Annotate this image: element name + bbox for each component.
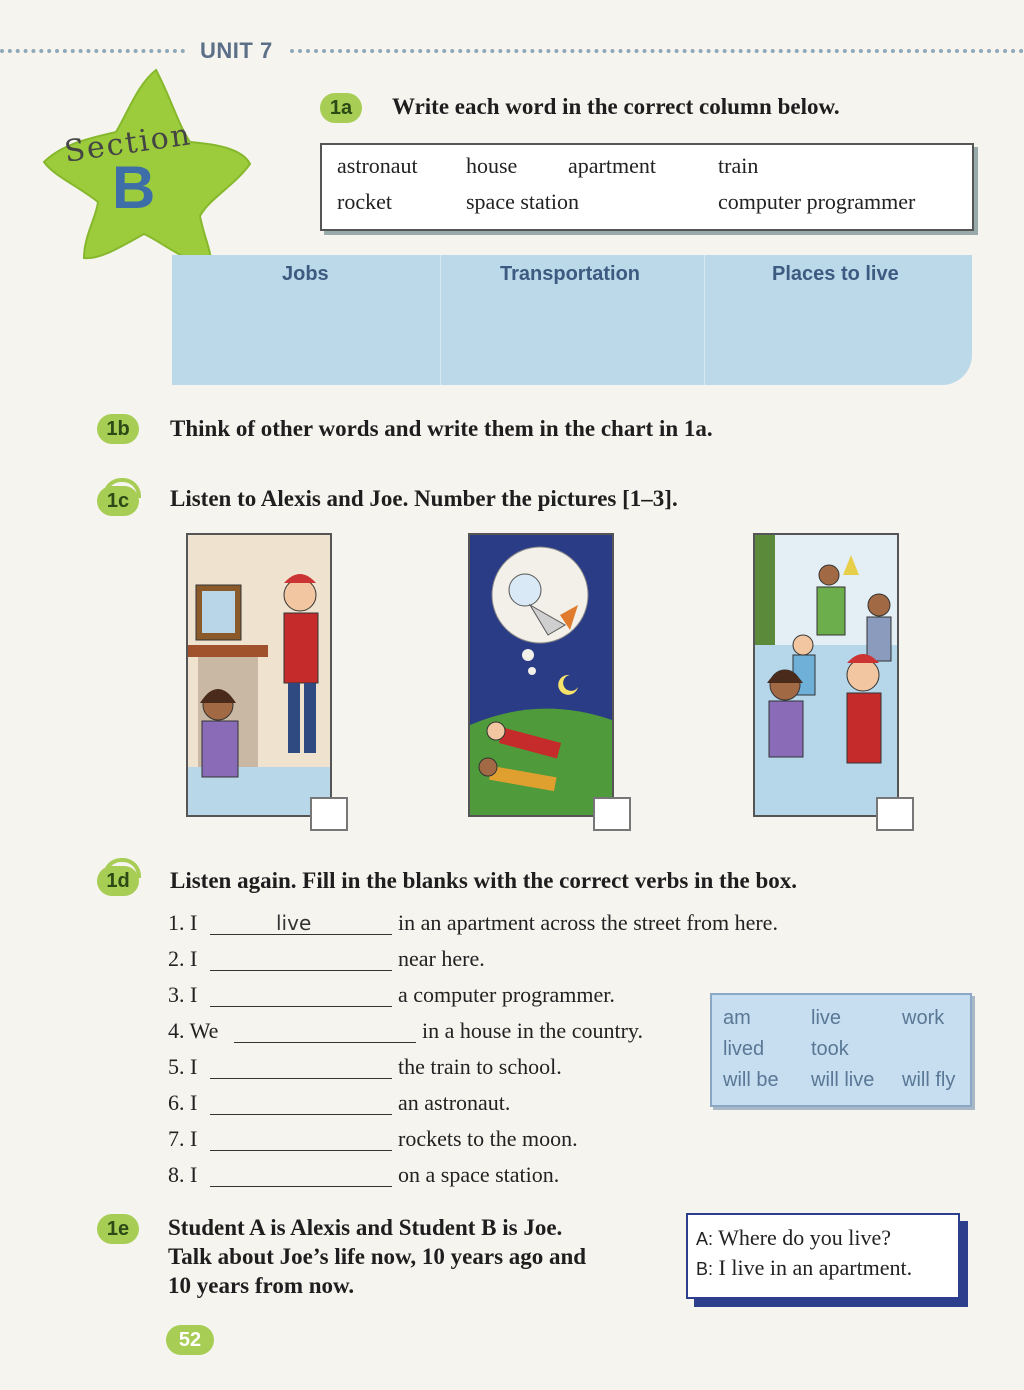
fill-item-4 xyxy=(168,1018,218,1044)
column-divider xyxy=(704,255,705,385)
badge-1e: 1e xyxy=(97,1214,139,1244)
word-item: apartment xyxy=(568,153,656,178)
instruction-1c: Listen to Alexis and Joe. Number the pictures [1–3]. xyxy=(170,486,678,511)
item-rest-5: the train to school. xyxy=(398,1054,562,1079)
word-item: astronaut xyxy=(337,153,418,178)
word-item: space station xyxy=(466,189,580,214)
column-header-jobs: Jobs xyxy=(282,263,329,285)
item-subject: I xyxy=(190,1054,198,1079)
badge-1d: 1d xyxy=(97,866,139,896)
item-subject: I xyxy=(190,982,198,1007)
verb-bank-box xyxy=(710,993,972,1107)
section-letter: B xyxy=(112,154,156,221)
category-chart xyxy=(172,255,972,385)
item-number: 1. xyxy=(168,910,185,935)
column-header-places: Places to live xyxy=(772,263,899,285)
verb-item: live xyxy=(811,1007,842,1029)
item-number: 5. xyxy=(168,1054,185,1079)
dialog-speaker: B: xyxy=(696,1259,714,1279)
fill-item-5 xyxy=(168,1054,197,1080)
verb-item: will fly xyxy=(902,1069,956,1091)
instruction-1b: Think of other words and write them in the chart in 1a. xyxy=(170,416,713,441)
answer-blank-5[interactable] xyxy=(210,1078,392,1079)
instruction-1d: Listen again. Fill in the blanks with the correct verbs in the box. xyxy=(170,868,797,893)
verb-item: will live xyxy=(811,1069,875,1091)
word-item: rocket xyxy=(337,189,392,214)
answer-blank-7[interactable] xyxy=(210,1150,392,1151)
page-number: 52 xyxy=(166,1325,214,1355)
section-label: Section xyxy=(62,117,194,170)
picture-1-number-box[interactable] xyxy=(310,797,348,831)
badge-1a: 1a xyxy=(320,93,362,123)
item-subject: I xyxy=(190,1126,198,1151)
item-subject: I xyxy=(190,946,198,971)
word-item: house xyxy=(466,153,518,178)
item-rest-2: near here. xyxy=(398,946,485,971)
badge-1c: 1c xyxy=(97,486,139,516)
badge-1b: 1b xyxy=(97,414,139,444)
item-number: 4. xyxy=(168,1018,185,1043)
verb-item: am xyxy=(723,1007,751,1029)
picture-2-number-box[interactable] xyxy=(593,797,631,831)
fill-item-7 xyxy=(168,1126,197,1152)
verb-item: lived xyxy=(723,1038,765,1060)
picture-3-room-illustration xyxy=(753,533,899,817)
verb-item: took xyxy=(811,1038,849,1060)
dialog-line-b xyxy=(696,1255,912,1281)
fill-item-1 xyxy=(168,910,197,936)
item-subject: I xyxy=(190,1162,198,1187)
instruction-1e-line-1: Student A is Alexis and Student B is Joe. xyxy=(168,1215,563,1240)
item-rest-7: rockets to the moon. xyxy=(398,1126,578,1151)
picture-2-dream-illustration xyxy=(468,533,614,817)
answer-blank-6[interactable] xyxy=(210,1114,392,1115)
column-divider xyxy=(440,255,441,385)
word-bank-box xyxy=(320,143,974,231)
item-rest-3: a computer programmer. xyxy=(398,982,615,1007)
word-item: train xyxy=(718,153,759,178)
item-number: 2. xyxy=(168,946,185,971)
answer-blank-2[interactable] xyxy=(210,970,392,971)
item-subject: We xyxy=(189,1018,219,1043)
dialog-text: I live in an apartment. xyxy=(718,1255,913,1280)
item-rest-1: in an apartment across the street from here. xyxy=(398,910,778,935)
instruction-1e-line-2: Talk about Joe’s life now, 10 years ago and xyxy=(168,1244,587,1269)
item-rest-4: in a house in the country. xyxy=(422,1018,643,1043)
item-number: 6. xyxy=(168,1090,185,1115)
example-dialog-box xyxy=(686,1213,960,1299)
answer-text-1: live xyxy=(276,911,312,935)
column-header-transportation: Transportation xyxy=(500,263,641,285)
item-number: 8. xyxy=(168,1162,185,1187)
picture-3-number-box[interactable] xyxy=(876,797,914,831)
item-subject: I xyxy=(190,910,198,935)
header-dotted-line-right xyxy=(290,49,1024,53)
item-rest-6: an astronaut. xyxy=(398,1090,511,1115)
unit-title: UNIT 7 xyxy=(200,38,273,63)
verb-item: will be xyxy=(723,1069,779,1091)
item-number: 7. xyxy=(168,1126,185,1151)
word-item: computer programmer xyxy=(718,189,916,214)
instruction-1e-line-3: 10 years from now. xyxy=(168,1273,355,1298)
dialog-speaker: A: xyxy=(696,1229,714,1249)
dialog-text: Where do you live? xyxy=(718,1225,891,1250)
fill-item-8 xyxy=(168,1162,197,1188)
item-number: 3. xyxy=(168,982,185,1007)
header-dotted-line-left xyxy=(0,49,185,53)
fill-item-6 xyxy=(168,1090,197,1116)
instruction-1a: Write each word in the correct column below. xyxy=(392,94,840,119)
fill-item-2 xyxy=(168,946,197,972)
item-rest-8: on a space station. xyxy=(398,1162,560,1187)
answer-blank-4[interactable] xyxy=(234,1042,416,1043)
answer-blank-3[interactable] xyxy=(210,1006,392,1007)
dialog-line-a xyxy=(696,1225,891,1251)
fill-item-3 xyxy=(168,982,197,1008)
answer-blank-8[interactable] xyxy=(210,1186,392,1187)
verb-item: work xyxy=(902,1007,945,1029)
item-subject: I xyxy=(190,1090,198,1115)
picture-1-house-illustration xyxy=(186,533,332,817)
